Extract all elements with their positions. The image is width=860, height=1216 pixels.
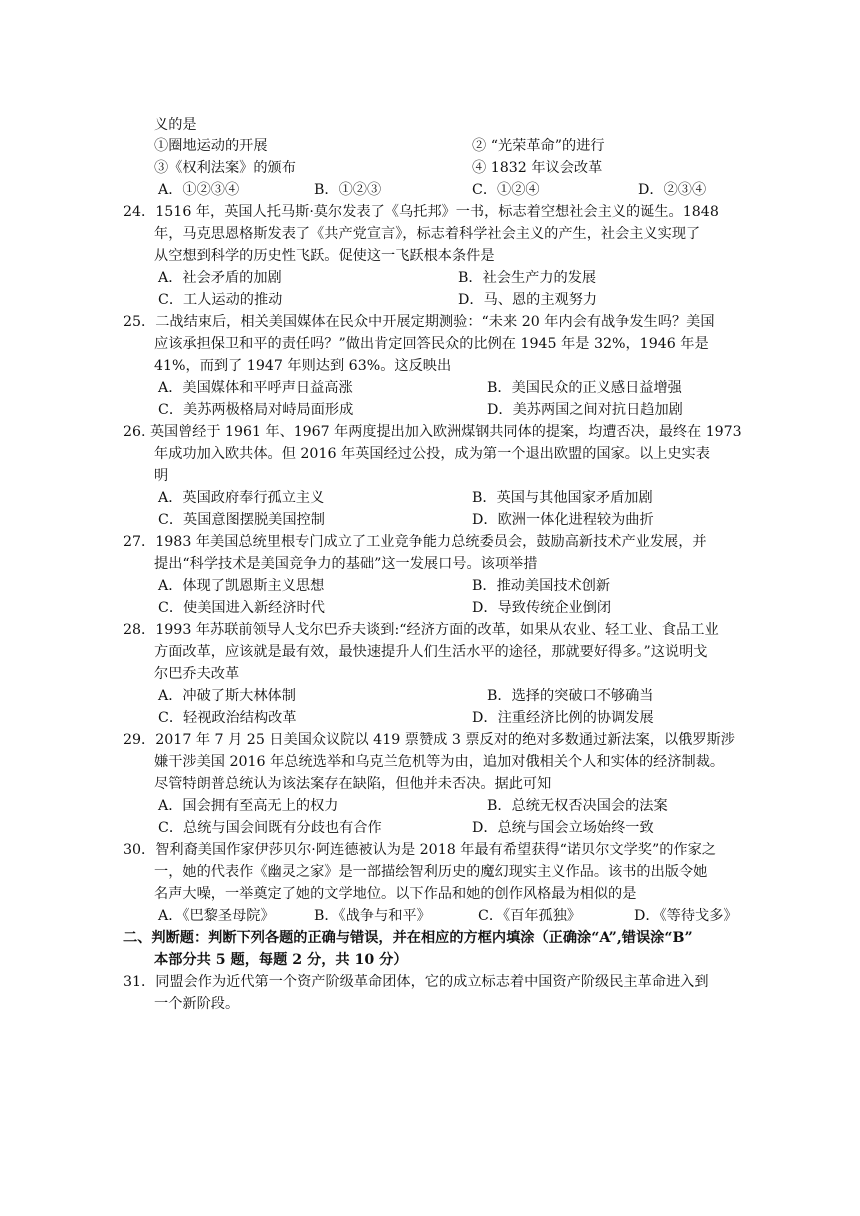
- q26-option-b: B．英国与其他国家矛盾加剧: [472, 490, 653, 506]
- q29-stem-line-1: 29．2017 年 7 月 25 日美国众议院以 419 票赞成 3 票反对的绝对多数通过新法案，以俄罗斯涉: [123, 732, 735, 748]
- q27-option-d: D．导致传统企业倒闭: [472, 600, 612, 616]
- q23-option-a: A．①②③④: [158, 182, 240, 198]
- q24-option-c: C．工人运动的推动: [158, 292, 283, 308]
- q24-option-b: B．社会生产力的发展: [458, 270, 597, 286]
- q24-stem-line-2: 年，马克思恩格斯发表了《共产党宣言》，标志着科学社会主义的产生，社会主义实现了: [154, 226, 701, 242]
- q26-stem-line-1: 26. 英国曾经于 1961 年、1967 年两度提出加入欧洲煤钢共同体的提案，均遭否决，最终在 1973: [123, 424, 742, 440]
- q23-stem-continued: 义的是: [154, 117, 197, 133]
- q27-option-c: C．使美国进入新经济时代: [158, 600, 325, 616]
- q28-stem-line-1: 28．1993 年苏联前领导人戈尔巴乔夫谈到:“经济方面的改革，如果从农业、轻工业、食品工业: [123, 622, 719, 638]
- q25-option-b: B．美国民众的正义感日益增强: [487, 380, 682, 396]
- q30-stem-line-3: 名声大噪，一举奠定了她的文学地位。以下作品和她的创作风格最为相似的是: [154, 886, 637, 902]
- q28-option-c: C．轻视政治结构改革: [158, 710, 297, 726]
- q25-stem-line-3: 41%，而到了 1947 年则达到 63%。这反映出: [154, 358, 452, 374]
- q25-stem-line-2: 应该承担保卫和平的责任吗？”做出肯定回答民众的比例在 1945 年是 32%，1946 年是: [154, 336, 709, 352]
- q26-option-d: D．欧洲一体化进程较为曲折: [472, 512, 654, 528]
- q26-option-c: C．英国意图摆脱美国控制: [158, 512, 325, 528]
- q26-stem-line-3: 明: [154, 468, 169, 484]
- q25-option-a: A．美国媒体和平呼声日益高涨: [158, 380, 353, 396]
- q24-option-a: A．社会矛盾的加剧: [158, 270, 282, 286]
- q30-option-b: B．《战争与和平》: [314, 908, 431, 924]
- section-2-instructions: 本部分共 5 题，每题 2 分，共 10 分）: [154, 952, 408, 968]
- q27-option-b: B．推动美国技术创新: [472, 578, 611, 594]
- q24-stem-line-1: 24．1516 年，英国人托马斯·莫尔发表了《乌托邦》一书，标志着空想社会主义的诞生。1848: [123, 204, 719, 220]
- q25-stem-line-1: 25．二战结束后，相关美国媒体在民众中开展定期测验：“未来 20 年内会有战争发生吗？美国: [123, 314, 715, 330]
- q30-option-d: D．《等待戈多》: [634, 908, 738, 924]
- q29-stem-line-2: 嫌干涉美国 2016 年总统选举和乌克兰危机等为由，追加对俄相关个人和实体的经济制裁。: [154, 754, 725, 770]
- q25-option-d: D．美苏两国之间对抗日趋加剧: [487, 402, 683, 418]
- q23-option-b: B．①②③: [314, 182, 382, 198]
- q29-option-c: C．总统与国会间既有分歧也有合作: [158, 820, 382, 836]
- q31-stem-line-2: 一个新阶段。: [154, 996, 240, 1012]
- q28-option-b: B．选择的突破口不够确当: [487, 688, 654, 704]
- q28-option-d: D．注重经济比例的协调发展: [472, 710, 654, 726]
- q24-option-d: D．马、恩的主观努力: [458, 292, 598, 308]
- q30-option-c: C．《百年孤独》: [478, 908, 582, 924]
- q27-stem-line-1: 27．1983 年美国总统里根专门成立了工业竞争能力总统委员会，鼓励高新技术产业发展，并: [123, 534, 707, 550]
- q28-stem-line-2: 方面改革，应该就是最有效，最快速提升人们生活水平的途径，那就要好得多。”这说明戈: [154, 644, 708, 660]
- q25-option-c: C．美苏两极格局对峙局面形成: [158, 402, 354, 418]
- q30-stem-line-1: 30．智利裔美国作家伊莎贝尔·阿连德被认为是 2018 年最有希望获得“诺贝尔文学奖”的作家之: [123, 842, 716, 858]
- q28-stem-line-3: 尔巴乔夫改革: [154, 666, 240, 682]
- q23-item-2: ② “光荣革命”的进行: [472, 138, 605, 154]
- q23-option-c: C．①②④: [472, 182, 540, 198]
- q27-stem-line-2: 提出“科学技术是美国竞争力的基础”这一发展口号。该项举措: [154, 556, 538, 572]
- q29-option-d: D．总统与国会立场始终一致: [472, 820, 654, 836]
- q23-item-1: ①圈地运动的开展: [154, 138, 268, 154]
- q29-option-b: B．总统无权否决国会的法案: [487, 798, 668, 814]
- q23-item-3: ③《权利法案》的颁布: [154, 160, 296, 176]
- q28-option-a: A．冲破了斯大林体制: [158, 688, 296, 704]
- q29-stem-line-3: 尽管特朗普总统认为该法案存在缺陷，但他并未否决。据此可知: [154, 776, 552, 792]
- q26-stem-line-2: 年成功加入欧共体。但 2016 年英国经过公投，成为第一个退出欧盟的国家。以上史实表: [154, 446, 710, 462]
- q27-option-a: A．体现了凯恩斯主义思想: [158, 578, 325, 594]
- q31-stem-line-1: 31．同盟会作为近代第一个资产阶级革命团体，它的成立标志着中国资产阶级民主革命进入到: [123, 974, 709, 990]
- q30-option-a: A．《巴黎圣母院》: [158, 908, 275, 924]
- section-2-heading: 二、判断题：判断下列各题的正确与错误，并在相应的方框内填涂（正确涂“A”,错误涂“B”: [123, 930, 693, 946]
- q23-item-4: ④ 1832 年议会改革: [472, 160, 603, 176]
- q23-option-d: D．②③④: [638, 182, 707, 198]
- q30-stem-line-2: 一，她的代表作《幽灵之家》是一部描绘智利历史的魔幻现实主义作品。该书的出版令她: [154, 864, 708, 880]
- q24-stem-line-3: 从空想到科学的历史性飞跃。促使这一飞跃根本条件是: [154, 248, 495, 264]
- q26-option-a: A．英国政府奉行孤立主义: [158, 490, 325, 506]
- q29-option-a: A．国会拥有至高无上的权力: [158, 798, 339, 814]
